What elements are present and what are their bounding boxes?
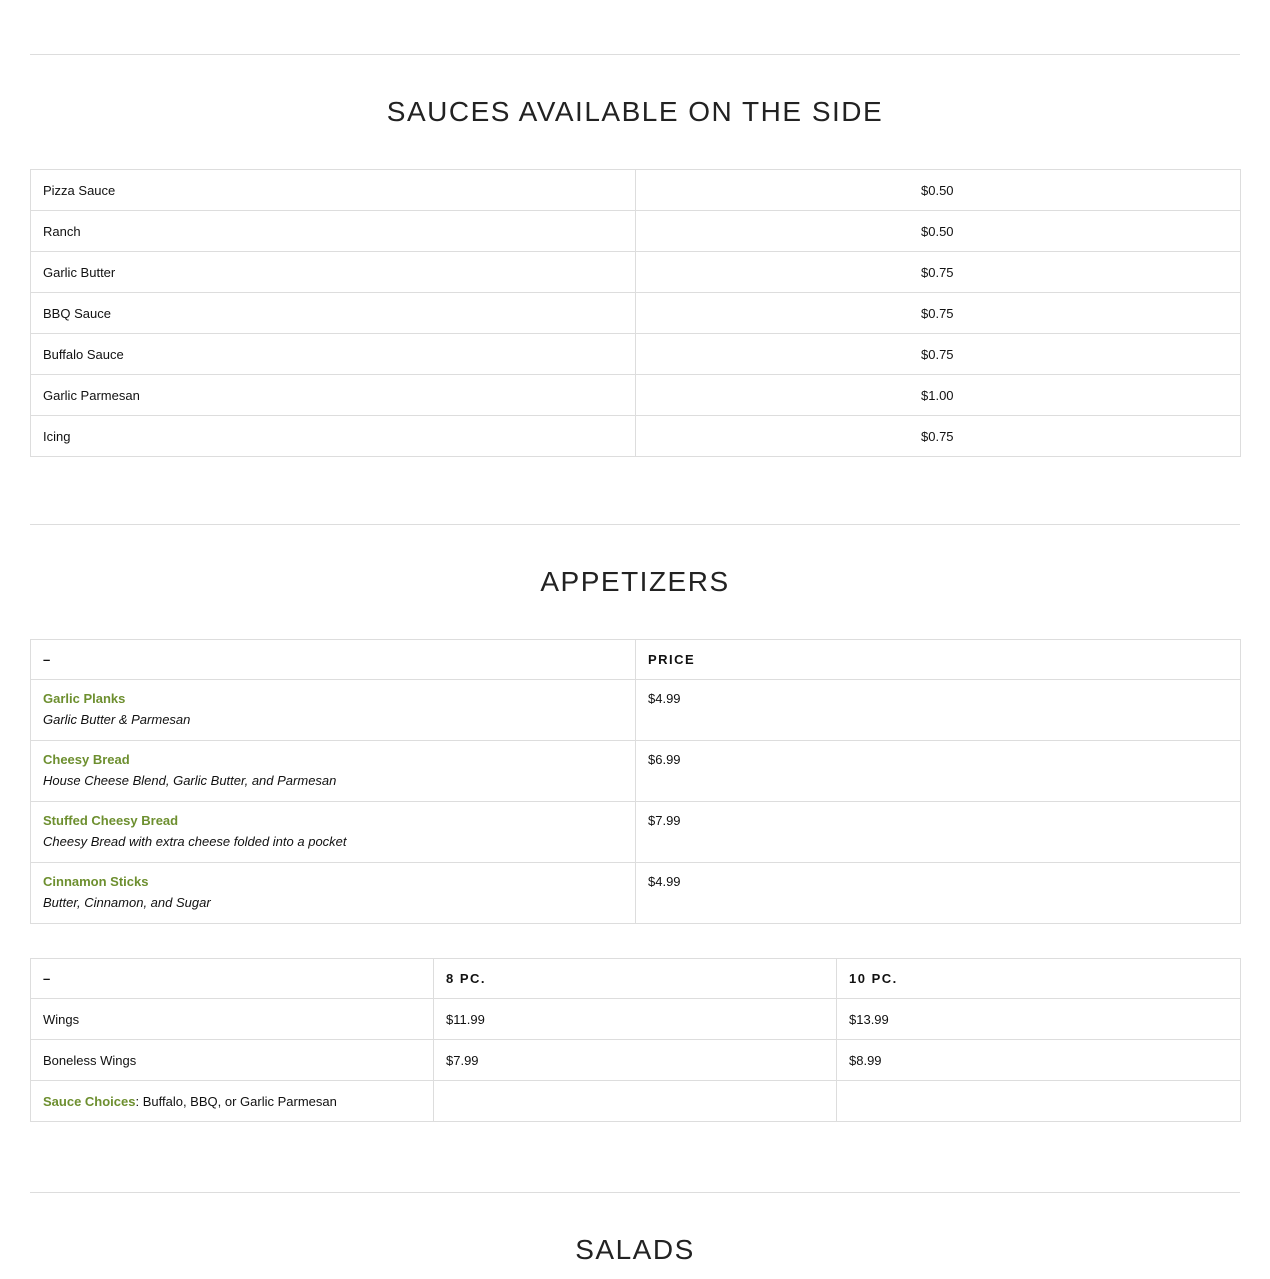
table-row bbox=[31, 293, 1241, 334]
sauce-choices-text: : Buffalo, BBQ, or Garlic Parmesan bbox=[135, 1093, 337, 1109]
appetizer-cell bbox=[31, 802, 636, 863]
table-row bbox=[31, 252, 1241, 293]
appetizer-cell bbox=[31, 863, 636, 924]
appetizer-price: $6.99 bbox=[636, 741, 1241, 802]
appetizer-name: Garlic Planks bbox=[43, 691, 126, 706]
appetizer-name: Stuffed Cheesy Bread bbox=[43, 813, 179, 828]
appetizer-price: $7.99 bbox=[636, 802, 1241, 863]
empty-cell bbox=[434, 1081, 837, 1122]
appetizer-price: $4.99 bbox=[636, 863, 1241, 924]
sauce-price: $0.75 bbox=[636, 334, 1241, 375]
table-row bbox=[31, 802, 1241, 863]
appetizer-description: Cheesy Bread with extra cheese folded into a pocket bbox=[43, 834, 347, 849]
appetizer-description: Butter, Cinnamon, and Sugar bbox=[43, 895, 211, 910]
sauces-table bbox=[30, 169, 1241, 457]
sauce-choices-label: Sauce Choices bbox=[43, 1093, 136, 1109]
appetizer-name: Cheesy Bread bbox=[43, 752, 130, 767]
sauce-price: $1.00 bbox=[636, 375, 1241, 416]
table-row bbox=[31, 1040, 1241, 1081]
sauce-price: $0.75 bbox=[636, 416, 1241, 457]
table-row bbox=[31, 211, 1241, 252]
sauce-name: Garlic Parmesan bbox=[31, 375, 636, 416]
appetizer-name: Cinnamon Sticks bbox=[43, 874, 149, 889]
appetizer-description: Garlic Butter & Parmesan bbox=[43, 712, 191, 727]
section-divider bbox=[30, 1192, 1240, 1193]
appetizers-title: APPETIZERS bbox=[540, 566, 730, 597]
table-row bbox=[31, 999, 1241, 1040]
table-row bbox=[31, 170, 1241, 211]
appetizer-cell bbox=[31, 741, 636, 802]
wing-price-10pc: $13.99 bbox=[837, 999, 1241, 1040]
sauce-name: Buffalo Sauce bbox=[31, 334, 636, 375]
salads-title: SALADS bbox=[575, 1234, 695, 1265]
wings-table bbox=[30, 958, 1241, 1122]
sauce-name: Ranch bbox=[31, 211, 636, 252]
section-divider bbox=[30, 54, 1240, 55]
sauce-price: $0.75 bbox=[636, 252, 1241, 293]
appetizer-cell bbox=[31, 680, 636, 741]
appetizer-description: House Cheese Blend, Garlic Butter, and Parmesan bbox=[43, 773, 337, 788]
table-row bbox=[31, 334, 1241, 375]
sauce-price: $0.50 bbox=[636, 170, 1241, 211]
sauce-name: Icing bbox=[31, 416, 636, 457]
table-header-row bbox=[31, 959, 1241, 999]
sauces-title: SAUCES AVAILABLE ON THE SIDE bbox=[386, 96, 884, 127]
wing-name: Boneless Wings bbox=[31, 1040, 434, 1081]
table-row bbox=[31, 680, 1241, 741]
table-row bbox=[31, 375, 1241, 416]
table-header-row bbox=[31, 640, 1241, 680]
section-divider bbox=[30, 524, 1240, 525]
column-header: – bbox=[31, 959, 434, 999]
appetizers-table bbox=[30, 639, 1241, 924]
wing-name: Wings bbox=[31, 999, 434, 1040]
table-row bbox=[31, 416, 1241, 457]
column-header-price: PRICE bbox=[636, 640, 1241, 680]
sauce-price: $0.50 bbox=[636, 211, 1241, 252]
column-header-10pc: 10 PC. bbox=[837, 959, 1241, 999]
sauce-name: Garlic Butter bbox=[31, 252, 636, 293]
column-header: – bbox=[31, 640, 636, 680]
sauce-price: $0.75 bbox=[636, 293, 1241, 334]
wing-price-8pc: $11.99 bbox=[434, 999, 837, 1040]
column-header-8pc: 8 PC. bbox=[434, 959, 837, 999]
sauce-choices-cell bbox=[31, 1081, 434, 1122]
empty-cell bbox=[837, 1081, 1241, 1122]
appetizer-price: $4.99 bbox=[636, 680, 1241, 741]
table-row bbox=[31, 863, 1241, 924]
sauce-name: BBQ Sauce bbox=[31, 293, 636, 334]
sauce-name: Pizza Sauce bbox=[31, 170, 636, 211]
table-row bbox=[31, 1081, 1241, 1122]
wing-price-8pc: $7.99 bbox=[434, 1040, 837, 1081]
wing-price-10pc: $8.99 bbox=[837, 1040, 1241, 1081]
table-row bbox=[31, 741, 1241, 802]
